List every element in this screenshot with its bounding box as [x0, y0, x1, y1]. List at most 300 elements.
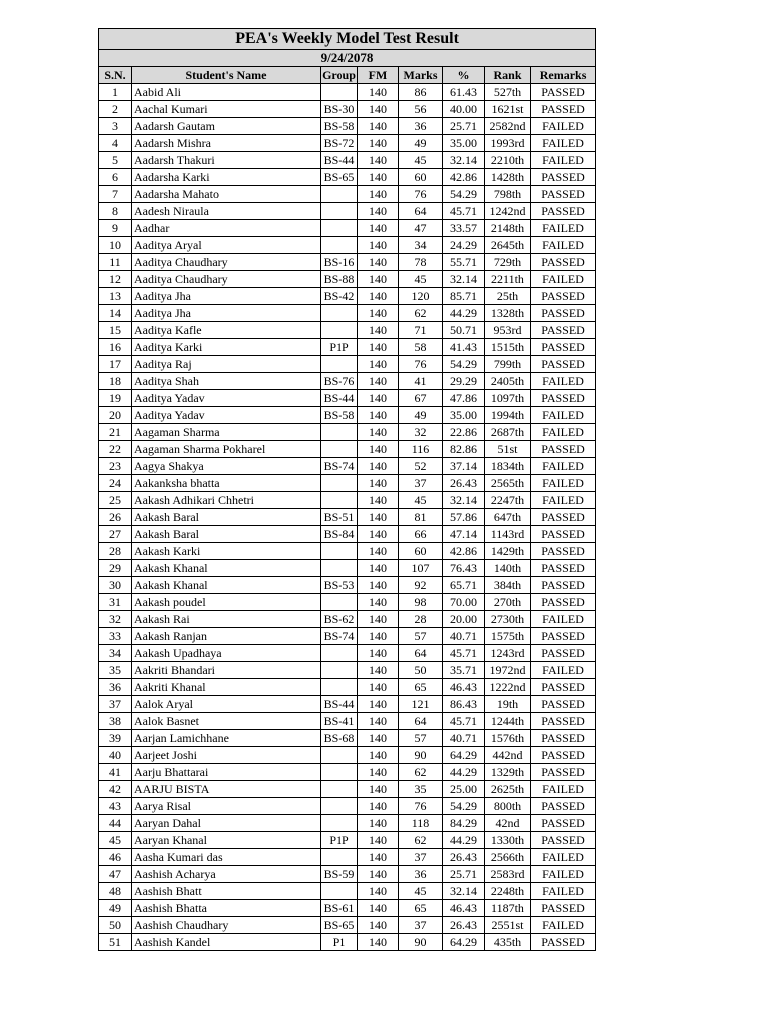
- group-cell: BS-61: [321, 900, 358, 917]
- marks-cell: 76: [399, 186, 443, 203]
- group-cell: BS-53: [321, 577, 358, 594]
- sn-cell: 44: [99, 815, 132, 832]
- fm-cell: 140: [358, 866, 399, 883]
- group-cell: BS-41: [321, 713, 358, 730]
- remarks-cell: PASSED: [531, 900, 596, 917]
- group-cell: [321, 543, 358, 560]
- group-cell: [321, 849, 358, 866]
- marks-cell: 107: [399, 560, 443, 577]
- group-cell: [321, 424, 358, 441]
- table-row: [99, 271, 596, 288]
- group-cell: BS-74: [321, 628, 358, 645]
- fm-cell: 140: [358, 645, 399, 662]
- table-row: [99, 866, 596, 883]
- sn-cell: 10: [99, 237, 132, 254]
- percent-cell: 64.29: [443, 747, 485, 764]
- student-name-cell: Aashish Chaudhary: [132, 917, 321, 934]
- marks-cell: 67: [399, 390, 443, 407]
- percent-cell: 46.43: [443, 900, 485, 917]
- student-name-cell: Aalok Basnet: [132, 713, 321, 730]
- rank-cell: 2583rd: [485, 866, 531, 883]
- remarks-cell: FAILED: [531, 407, 596, 424]
- fm-cell: 140: [358, 339, 399, 356]
- rank-cell: 1994th: [485, 407, 531, 424]
- remarks-cell: PASSED: [531, 322, 596, 339]
- sn-cell: 41: [99, 764, 132, 781]
- percent-cell: 70.00: [443, 594, 485, 611]
- fm-cell: 140: [358, 560, 399, 577]
- rank-cell: 435th: [485, 934, 531, 951]
- group-cell: BS-65: [321, 169, 358, 186]
- fm-cell: 140: [358, 696, 399, 713]
- sn-cell: 46: [99, 849, 132, 866]
- percent-cell: 40.71: [443, 628, 485, 645]
- fm-cell: 140: [358, 203, 399, 220]
- marks-cell: 36: [399, 866, 443, 883]
- table-row: [99, 458, 596, 475]
- remarks-cell: FAILED: [531, 220, 596, 237]
- rank-cell: 1187th: [485, 900, 531, 917]
- marks-cell: 64: [399, 203, 443, 220]
- sn-cell: 29: [99, 560, 132, 577]
- table-row: [99, 186, 596, 203]
- sn-cell: 1: [99, 84, 132, 101]
- group-cell: P1P: [321, 832, 358, 849]
- student-name-cell: Aaditya Chaudhary: [132, 271, 321, 288]
- rank-cell: 140th: [485, 560, 531, 577]
- table-row: [99, 849, 596, 866]
- student-name-cell: Aakash Baral: [132, 526, 321, 543]
- remarks-cell: PASSED: [531, 679, 596, 696]
- fm-cell: 140: [358, 322, 399, 339]
- remarks-cell: PASSED: [531, 628, 596, 645]
- percent-cell: 65.71: [443, 577, 485, 594]
- sn-cell: 31: [99, 594, 132, 611]
- sn-cell: 50: [99, 917, 132, 934]
- table-row: [99, 492, 596, 509]
- group-cell: BS-76: [321, 373, 358, 390]
- group-cell: [321, 747, 358, 764]
- student-name-cell: Aakash Baral: [132, 509, 321, 526]
- sn-cell: 17: [99, 356, 132, 373]
- group-cell: BS-42: [321, 288, 358, 305]
- fm-cell: 140: [358, 237, 399, 254]
- header-rank: Rank: [485, 67, 531, 84]
- marks-cell: 90: [399, 934, 443, 951]
- group-cell: [321, 203, 358, 220]
- fm-cell: 140: [358, 407, 399, 424]
- group-cell: P1P: [321, 339, 358, 356]
- remarks-cell: FAILED: [531, 373, 596, 390]
- table-row: [99, 322, 596, 339]
- rank-cell: 1097th: [485, 390, 531, 407]
- sn-cell: 16: [99, 339, 132, 356]
- fm-cell: 140: [358, 798, 399, 815]
- remarks-cell: FAILED: [531, 917, 596, 934]
- fm-cell: 140: [358, 135, 399, 152]
- marks-cell: 52: [399, 458, 443, 475]
- fm-cell: 140: [358, 475, 399, 492]
- student-name-cell: Aakash poudel: [132, 594, 321, 611]
- group-cell: [321, 492, 358, 509]
- marks-cell: 35: [399, 781, 443, 798]
- remarks-cell: PASSED: [531, 747, 596, 764]
- rank-cell: 2551st: [485, 917, 531, 934]
- sn-cell: 32: [99, 611, 132, 628]
- group-cell: BS-30: [321, 101, 358, 118]
- percent-cell: 33.57: [443, 220, 485, 237]
- remarks-cell: PASSED: [531, 764, 596, 781]
- sn-cell: 38: [99, 713, 132, 730]
- marks-cell: 49: [399, 135, 443, 152]
- group-cell: [321, 815, 358, 832]
- percent-cell: 47.86: [443, 390, 485, 407]
- sn-cell: 24: [99, 475, 132, 492]
- rank-cell: 1330th: [485, 832, 531, 849]
- student-name-cell: Aaditya Yadav: [132, 390, 321, 407]
- marks-cell: 36: [399, 118, 443, 135]
- student-name-cell: Aalok Aryal: [132, 696, 321, 713]
- remarks-cell: PASSED: [531, 594, 596, 611]
- rank-cell: 1242nd: [485, 203, 531, 220]
- student-name-cell: Aarjan Lamichhane: [132, 730, 321, 747]
- sn-cell: 20: [99, 407, 132, 424]
- percent-cell: 47.14: [443, 526, 485, 543]
- fm-cell: 140: [358, 577, 399, 594]
- fm-cell: 140: [358, 305, 399, 322]
- group-cell: BS-44: [321, 152, 358, 169]
- group-cell: BS-68: [321, 730, 358, 747]
- table-row: [99, 543, 596, 560]
- sn-cell: 8: [99, 203, 132, 220]
- rank-cell: 1329th: [485, 764, 531, 781]
- fm-cell: 140: [358, 169, 399, 186]
- fm-cell: 140: [358, 186, 399, 203]
- marks-cell: 118: [399, 815, 443, 832]
- table-row: [99, 509, 596, 526]
- table-row: [99, 441, 596, 458]
- sn-cell: 22: [99, 441, 132, 458]
- sn-cell: 49: [99, 900, 132, 917]
- marks-cell: 45: [399, 883, 443, 900]
- fm-cell: 140: [358, 662, 399, 679]
- remarks-cell: PASSED: [531, 645, 596, 662]
- marks-cell: 60: [399, 169, 443, 186]
- rank-cell: 2211th: [485, 271, 531, 288]
- fm-cell: 140: [358, 288, 399, 305]
- table-row: [99, 645, 596, 662]
- percent-cell: 24.29: [443, 237, 485, 254]
- marks-cell: 50: [399, 662, 443, 679]
- remarks-cell: PASSED: [531, 288, 596, 305]
- table-row: [99, 475, 596, 492]
- table-row: [99, 526, 596, 543]
- student-name-cell: Aachal Kumari: [132, 101, 321, 118]
- remarks-cell: FAILED: [531, 492, 596, 509]
- fm-cell: 140: [358, 492, 399, 509]
- percent-cell: 25.71: [443, 866, 485, 883]
- fm-cell: 140: [358, 254, 399, 271]
- group-cell: [321, 679, 358, 696]
- percent-cell: 85.71: [443, 288, 485, 305]
- fm-cell: 140: [358, 356, 399, 373]
- percent-cell: 35.71: [443, 662, 485, 679]
- remarks-cell: FAILED: [531, 662, 596, 679]
- student-name-cell: Aarju Bhattarai: [132, 764, 321, 781]
- table-row: [99, 781, 596, 798]
- fm-cell: 140: [358, 84, 399, 101]
- remarks-cell: FAILED: [531, 135, 596, 152]
- rank-cell: 25th: [485, 288, 531, 305]
- percent-cell: 25.00: [443, 781, 485, 798]
- group-cell: BS-58: [321, 118, 358, 135]
- rank-cell: 1515th: [485, 339, 531, 356]
- student-name-cell: Aashish Bhatta: [132, 900, 321, 917]
- percent-cell: 64.29: [443, 934, 485, 951]
- remarks-cell: PASSED: [531, 339, 596, 356]
- percent-cell: 76.43: [443, 560, 485, 577]
- table-row: [99, 390, 596, 407]
- fm-cell: 140: [358, 424, 399, 441]
- fm-cell: 140: [358, 713, 399, 730]
- fm-cell: 140: [358, 543, 399, 560]
- rank-cell: 2566th: [485, 849, 531, 866]
- sn-cell: 27: [99, 526, 132, 543]
- rank-cell: 953rd: [485, 322, 531, 339]
- sn-cell: 18: [99, 373, 132, 390]
- group-cell: BS-72: [321, 135, 358, 152]
- table-row: [99, 934, 596, 951]
- marks-cell: 47: [399, 220, 443, 237]
- sn-cell: 23: [99, 458, 132, 475]
- marks-cell: 37: [399, 849, 443, 866]
- sn-cell: 19: [99, 390, 132, 407]
- fm-cell: 140: [358, 815, 399, 832]
- group-cell: BS-74: [321, 458, 358, 475]
- table-row: [99, 832, 596, 849]
- sn-cell: 42: [99, 781, 132, 798]
- percent-cell: 32.14: [443, 152, 485, 169]
- table-row: [99, 577, 596, 594]
- rank-cell: 2730th: [485, 611, 531, 628]
- fm-cell: 140: [358, 390, 399, 407]
- rank-cell: 527th: [485, 84, 531, 101]
- table-row: [99, 611, 596, 628]
- percent-cell: 45.71: [443, 645, 485, 662]
- group-cell: [321, 356, 358, 373]
- marks-cell: 76: [399, 356, 443, 373]
- percent-cell: 35.00: [443, 407, 485, 424]
- table-row: [99, 118, 596, 135]
- fm-cell: 140: [358, 730, 399, 747]
- header-sn: S.N.: [99, 67, 132, 84]
- table-row: [99, 917, 596, 934]
- percent-cell: 54.29: [443, 798, 485, 815]
- percent-cell: 40.71: [443, 730, 485, 747]
- table-row: [99, 237, 596, 254]
- header-group: Group: [322, 68, 356, 82]
- fm-cell: 140: [358, 526, 399, 543]
- percent-cell: 61.43: [443, 84, 485, 101]
- marks-cell: 45: [399, 271, 443, 288]
- marks-cell: 56: [399, 101, 443, 118]
- group-cell: [321, 764, 358, 781]
- group-cell: [321, 441, 358, 458]
- table-row: [99, 101, 596, 118]
- percent-cell: 82.86: [443, 441, 485, 458]
- percent-cell: 25.71: [443, 118, 485, 135]
- fm-cell: 140: [358, 934, 399, 951]
- marks-cell: 81: [399, 509, 443, 526]
- table-row: [99, 730, 596, 747]
- student-name-cell: Aaditya Aryal: [132, 237, 321, 254]
- marks-cell: 37: [399, 475, 443, 492]
- remarks-cell: PASSED: [531, 560, 596, 577]
- fm-cell: 140: [358, 271, 399, 288]
- student-name-cell: AARJU BISTA: [132, 781, 321, 798]
- remarks-cell: PASSED: [531, 509, 596, 526]
- percent-cell: 41.43: [443, 339, 485, 356]
- student-name-cell: Aadarsh Mishra: [132, 135, 321, 152]
- student-name-cell: Aakash Ranjan: [132, 628, 321, 645]
- remarks-cell: PASSED: [531, 832, 596, 849]
- rank-cell: 2148th: [485, 220, 531, 237]
- remarks-cell: FAILED: [531, 866, 596, 883]
- student-name-cell: Aakash Upadhaya: [132, 645, 321, 662]
- marks-cell: 37: [399, 917, 443, 934]
- fm-cell: 140: [358, 373, 399, 390]
- sn-cell: 48: [99, 883, 132, 900]
- fm-cell: 140: [358, 101, 399, 118]
- sn-cell: 3: [99, 118, 132, 135]
- marks-cell: 34: [399, 237, 443, 254]
- group-cell: [321, 645, 358, 662]
- group-cell: [321, 662, 358, 679]
- marks-cell: 64: [399, 713, 443, 730]
- rank-cell: 729th: [485, 254, 531, 271]
- student-name-cell: Aakash Rai: [132, 611, 321, 628]
- rank-cell: 19th: [485, 696, 531, 713]
- rank-cell: 442nd: [485, 747, 531, 764]
- table-row: [99, 628, 596, 645]
- group-cell: [321, 220, 358, 237]
- table-row: [99, 798, 596, 815]
- remarks-cell: FAILED: [531, 883, 596, 900]
- table-row: [99, 696, 596, 713]
- group-cell: [321, 475, 358, 492]
- student-name-cell: Aaryan Dahal: [132, 815, 321, 832]
- marks-cell: 41: [399, 373, 443, 390]
- remarks-cell: PASSED: [531, 101, 596, 118]
- marks-cell: 65: [399, 900, 443, 917]
- rank-cell: 1222nd: [485, 679, 531, 696]
- table-row: [99, 560, 596, 577]
- marks-cell: 66: [399, 526, 443, 543]
- table-row: [99, 373, 596, 390]
- percent-cell: 29.29: [443, 373, 485, 390]
- percent-cell: 40.00: [443, 101, 485, 118]
- student-name-cell: Aaditya Raj: [132, 356, 321, 373]
- remarks-cell: PASSED: [531, 84, 596, 101]
- sn-cell: 45: [99, 832, 132, 849]
- student-name-cell: Aarjeet Joshi: [132, 747, 321, 764]
- sn-cell: 4: [99, 135, 132, 152]
- marks-cell: 120: [399, 288, 443, 305]
- sn-cell: 40: [99, 747, 132, 764]
- percent-cell: 20.00: [443, 611, 485, 628]
- group-cell: BS-65: [321, 917, 358, 934]
- group-cell: [321, 781, 358, 798]
- percent-cell: 32.14: [443, 492, 485, 509]
- student-name-cell: Aadesh Niraula: [132, 203, 321, 220]
- rank-cell: 2625th: [485, 781, 531, 798]
- student-name-cell: Aashish Bhatt: [132, 883, 321, 900]
- remarks-cell: FAILED: [531, 237, 596, 254]
- sn-cell: 37: [99, 696, 132, 713]
- table-row: [99, 662, 596, 679]
- student-name-cell: Aakriti Bhandari: [132, 662, 321, 679]
- percent-cell: 22.86: [443, 424, 485, 441]
- group-cell: [321, 594, 358, 611]
- table-row: [99, 305, 596, 322]
- percent-cell: 37.14: [443, 458, 485, 475]
- sn-cell: 28: [99, 543, 132, 560]
- result-rows: [99, 84, 596, 951]
- sn-cell: 47: [99, 866, 132, 883]
- remarks-cell: FAILED: [531, 118, 596, 135]
- marks-cell: 90: [399, 747, 443, 764]
- percent-cell: 32.14: [443, 883, 485, 900]
- sn-cell: 11: [99, 254, 132, 271]
- rank-cell: 1576th: [485, 730, 531, 747]
- result-table: [98, 28, 596, 951]
- sn-cell: 9: [99, 220, 132, 237]
- rank-cell: 270th: [485, 594, 531, 611]
- rank-cell: 1972nd: [485, 662, 531, 679]
- percent-cell: 50.71: [443, 322, 485, 339]
- percent-cell: 86.43: [443, 696, 485, 713]
- header-row: [99, 67, 596, 84]
- percent-cell: 55.71: [443, 254, 485, 271]
- percent-cell: 26.43: [443, 917, 485, 934]
- fm-cell: 140: [358, 917, 399, 934]
- sn-cell: 34: [99, 645, 132, 662]
- remarks-cell: PASSED: [531, 186, 596, 203]
- fm-cell: 140: [358, 509, 399, 526]
- student-name-cell: Aadarsha Mahato: [132, 186, 321, 203]
- remarks-cell: PASSED: [531, 526, 596, 543]
- remarks-cell: PASSED: [531, 254, 596, 271]
- fm-cell: 140: [358, 594, 399, 611]
- group-cell: BS-44: [321, 696, 358, 713]
- percent-cell: 54.29: [443, 186, 485, 203]
- sn-cell: 12: [99, 271, 132, 288]
- student-name-cell: Aashish Acharya: [132, 866, 321, 883]
- marks-cell: 49: [399, 407, 443, 424]
- percent-cell: 45.71: [443, 713, 485, 730]
- fm-cell: 140: [358, 900, 399, 917]
- remarks-cell: PASSED: [531, 815, 596, 832]
- marks-cell: 78: [399, 254, 443, 271]
- group-cell: [321, 883, 358, 900]
- table-row: [99, 747, 596, 764]
- fm-cell: 140: [358, 781, 399, 798]
- remarks-cell: PASSED: [531, 543, 596, 560]
- rank-cell: 1328th: [485, 305, 531, 322]
- fm-cell: 140: [358, 611, 399, 628]
- marks-cell: 116: [399, 441, 443, 458]
- table-row: [99, 883, 596, 900]
